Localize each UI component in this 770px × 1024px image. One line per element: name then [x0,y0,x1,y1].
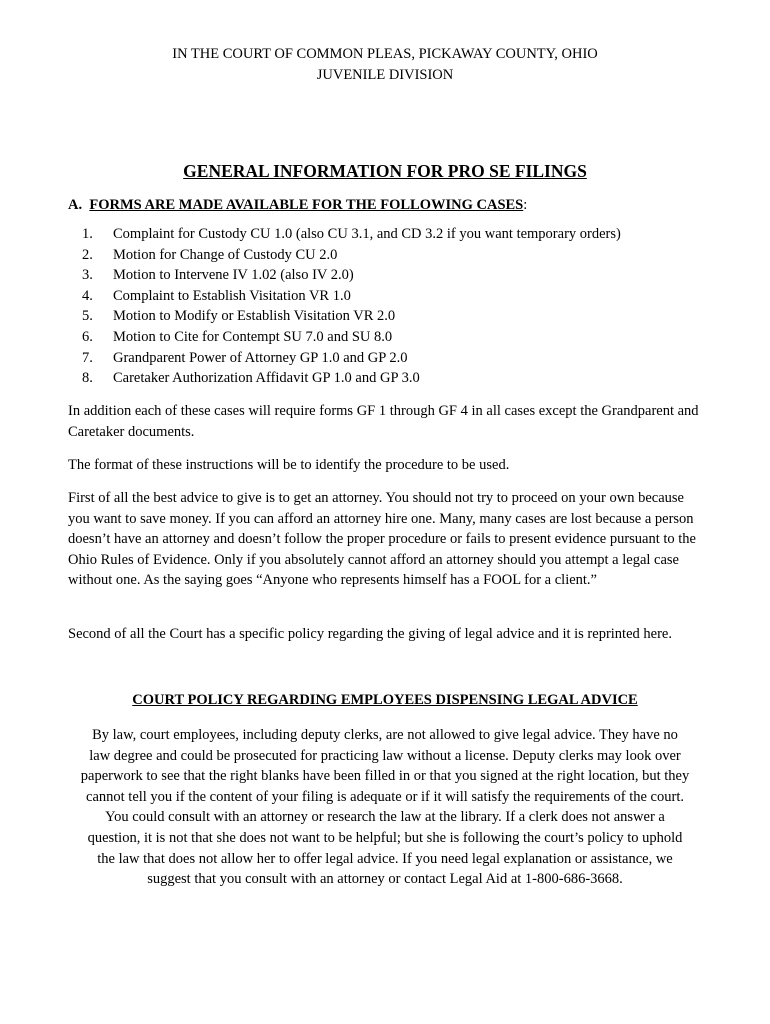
policy-line: You could consult with an attorney or research the law at the library. If a clerk does not answer a [105,809,665,826]
list-item-number: 6. [82,328,93,345]
section-a-heading [68,197,708,214]
list-item-text: Motion for Change of Custody CU 2.0 [113,246,338,263]
paragraph-format: The format of these instructions will be to identify the procedure to be used. [68,457,510,473]
document-title: GENERAL INFORMATION FOR PRO SE FILINGS [183,161,587,181]
list-item-text: Motion to Modify or Establish Visitation VR 2.0 [113,308,396,325]
court-header [0,44,770,86]
policy-body [60,725,710,890]
list-item [82,286,722,307]
section-a-title: FORMS ARE MADE AVAILABLE FOR THE FOLLOWING CASES [89,197,524,213]
policy-title: COURT POLICY REGARDING EMPLOYEES DISPENSING LEGAL ADVICE [132,692,638,708]
forms-list [82,224,722,389]
list-item [82,265,722,286]
list-item [82,245,722,266]
policy-line: paperwork to see that the right blanks have been filled in or that you signed at the right location, but they [80,768,690,785]
list-item [82,368,722,389]
paragraph-gf-forms: In addition each of these cases will require forms GF 1 through GF 4 in all cases except the Grandparent and Caretaker documents. [68,403,699,440]
policy-line: cannot tell you if the content of your filing is adequate or if it will satisfy the requirements of the court. [86,788,684,805]
list-item-number: 5. [82,308,93,325]
list-item [82,327,722,348]
section-a-colon: : [523,197,528,213]
list-item-text: Motion to Intervene IV 1.02 (also IV 2.0) [113,267,354,284]
list-item-number: 3. [82,267,93,284]
list-item-text: Complaint for Custody CU 1.0 (also CU 3.1, and CD 3.2 if you want temporary orders) [113,226,621,242]
list-item-number: 4. [82,287,93,304]
list-item-number: 8. [82,370,93,387]
list-item [82,306,722,327]
list-item-text: Caretaker Authorization Affidavit GP 1.0 and GP 3.0 [113,370,420,387]
paragraph-court-policy-intro: Second of all the Court has a specific policy regarding the giving of legal advice and it is reprinted here. [68,626,672,642]
policy-line: By law, court employees, including deputy clerks, are not allowed to give legal advice. They have no [92,727,678,743]
list-item [82,224,722,245]
paragraph-attorney-advice: First of all the best advice to give is to get an attorney. You should not try to proceed on your own because you want to save money. If you can afford an attorney hire one. Many, many cases are lost because a person doesn’t have an attorney and doesn’t follow the proper procedure or fails to present evidence pursuant to the Ohio Rules of Evidence. Only if you absolutely cannot afford an attorney should you attempt a legal case without one. As the saying goes “Anyone who represents himself has a FOOL for a client.” [68,490,696,589]
list-item-text: Grandparent Power of Attorney GP 1.0 and GP 2.0 [113,349,408,366]
court-division: JUVENILE DIVISION [316,67,454,83]
list-item-number: 1. [82,226,93,242]
policy-line: suggest that you consult with an attorney or contact Legal Aid at 1-800-686-3668. [147,871,623,888]
list-item-number: 7. [82,349,93,366]
list-item-text: Complaint to Establish Visitation VR 1.0 [113,287,351,304]
policy-line: law degree and could be prosecuted for practicing law without a license. Deputy clerks may look over [89,747,681,764]
list-item-text: Motion to Cite for Contempt SU 7.0 and SU 8.0 [113,328,393,345]
list-item [82,348,722,369]
policy-line: question, it is not that she does not want to be helpful; but she is following the court’s policy to uphold [87,829,683,846]
list-item-number: 2. [82,246,93,263]
policy-line: the law that does not allow her to offer legal advice. If you need legal explanation or assistance, we [97,850,673,867]
court-name: IN THE COURT OF COMMON PLEAS, PICKAWAY COUNTY, OHIO [172,46,598,62]
section-a-label: A. [68,197,83,213]
